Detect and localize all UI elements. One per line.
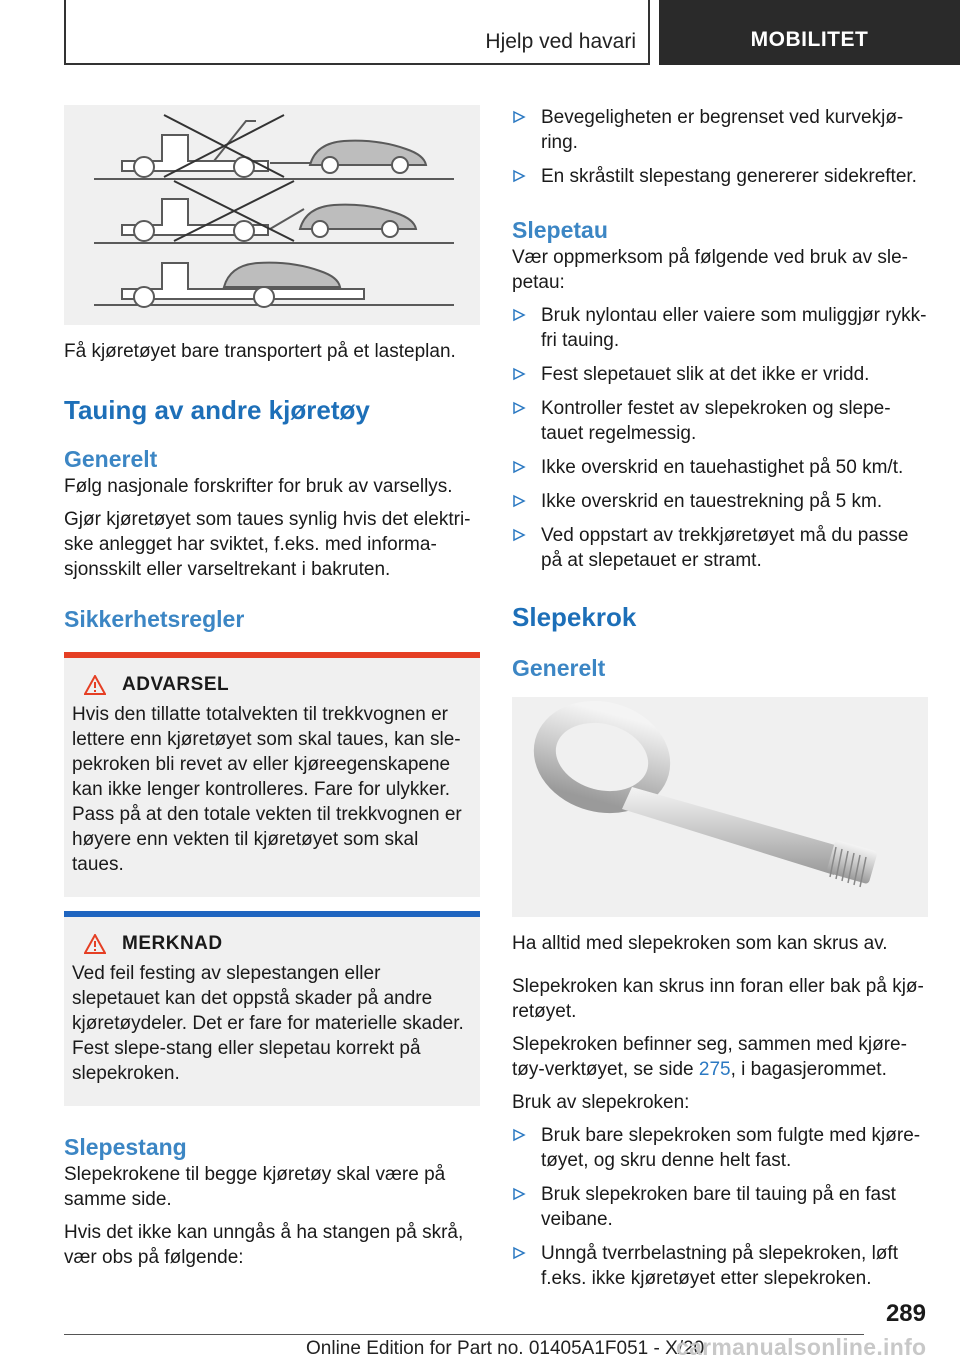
heading-towbar: Slepestang: [64, 1134, 187, 1160]
list-item: Ikke overskrid en tauestrekning på 5 km.: [512, 489, 928, 514]
towhook-image: [512, 697, 928, 917]
notice-box: [64, 917, 480, 1106]
general-paragraph-1: Følg nasjonale forskrifter for bruk av varsellys.: [64, 476, 453, 497]
bullet-triangle-icon: [512, 110, 526, 124]
left-column: [64, 105, 480, 1278]
list-item: Kontroller festet av slepekroken og slepe-tauet regelmessig.: [512, 396, 928, 446]
heading-general-hook: Generelt: [512, 655, 606, 681]
towrope-bullets: [512, 303, 928, 573]
header-section-title: Hjelp ved havari: [485, 30, 636, 53]
list-item: Bruk slepekroken bare til tauing på en fast veibane.: [512, 1182, 928, 1232]
heading-general: Generelt: [64, 446, 158, 472]
heading-towhook: Slepekrok: [512, 602, 637, 632]
hook-caption: Ha alltid med slepekroken som kan skrus av.: [512, 933, 888, 954]
list-item: En skråstilt slepestang genererer sidekrefter.: [512, 164, 928, 189]
warning-title: ADVARSEL: [122, 674, 230, 695]
heading-towrope: Slepetau: [512, 217, 608, 243]
warning-triangle-icon: [84, 675, 106, 695]
list-item: Ikke overskrid en tauehastighet på 50 km/t.: [512, 455, 928, 480]
bullet-triangle-icon: [512, 367, 526, 381]
footer-edition: Online Edition for Part no. 01405A1F051 - X/20: [306, 1338, 705, 1359]
list-item: Bruk nylontau eller vaiere som muliggjør rykk-fri tauing.: [512, 303, 928, 353]
hook-bullets: [512, 1123, 928, 1291]
towing-vehicles-illustration: [64, 105, 480, 325]
bullet-triangle-icon: [512, 460, 526, 474]
notice-triangle-icon: [84, 934, 106, 954]
watermark: carmanualsonline.info: [676, 1334, 927, 1360]
transport-illustration: [64, 105, 480, 325]
notice-title: MERKNAD: [122, 933, 223, 954]
bullet-triangle-icon: [512, 308, 526, 322]
towhook-illustration: [512, 697, 928, 917]
towbar-paragraph-1: Slepekrokene til begge kjøretøy skal være på samme side.: [64, 1164, 446, 1210]
bullet-triangle-icon: [512, 1246, 526, 1260]
list-item: Bruk bare slepekroken som fulgte med kjøre-tøyet, og skru denne helt fast.: [512, 1123, 928, 1173]
warning-text: Hvis den tillatte totalvekten til trekkvognen er lettere enn kjøretøyet som skal taues, kan sle-pekroken bli revet av eller kjøreegenskapene kan ikke lenger kontrolleres. Fare for ulykker. Pass på at den totale vekten til trekkvognen er høyere enn vekten til kjøretøyet som skal taues.: [72, 704, 462, 875]
page-reference-link[interactable]: 275: [698, 1059, 731, 1080]
towbar-paragraph-2: Hvis det ikke kan unngås å ha stangen på skrå, vær obs på følgende:: [64, 1222, 464, 1268]
warning-box: [64, 658, 480, 897]
bullet-triangle-icon: [512, 169, 526, 183]
heading-towing-others: Tauing av andre kjøretøy: [64, 395, 370, 425]
figure-caption: Få kjøretøyet bare transportert på et lasteplan.: [64, 341, 456, 362]
general-paragraph-2: Gjør kjøretøyet som taues synlig hvis det elektri-ske anlegget har sviktet, f.eks. med informa-sjonsskilt eller varseltrekant i bakruten.: [64, 509, 471, 580]
hook-paragraph-2: Slepekroken befinner seg, sammen med kjøre-tøy-verktøyet, se side 275, i bagasjerommet.: [512, 1034, 907, 1080]
bullet-triangle-icon: [512, 1128, 526, 1142]
list-item: Ved oppstart av trekkjøretøyet må du passe på at slepetauet er stramt.: [512, 523, 928, 573]
bullet-triangle-icon: [512, 1187, 526, 1201]
list-item: Unngå tverrbelastning på slepekroken, løft f.eks. ikke kjøretøyet etter slepekroken.: [512, 1241, 928, 1291]
heading-safety-rules: Sikkerhetsregler: [64, 606, 245, 632]
bullet-triangle-icon: [512, 401, 526, 415]
list-item: Bevegeligheten er begrenset ved kurvekjø-ring.: [512, 105, 928, 155]
bullet-triangle-icon: [512, 494, 526, 508]
hook-paragraph-3: Bruk av slepekroken:: [512, 1092, 690, 1113]
list-item: Fest slepetauet slik at det ikke er vridd.: [512, 362, 928, 387]
hook-paragraph-1: Slepekroken kan skrus inn foran eller bak på kjø-retøyet.: [512, 976, 924, 1022]
right-column: [512, 105, 928, 1300]
bullet-triangle-icon: [512, 528, 526, 542]
notice-text: Ved feil festing av slepestangen eller slepetauet kan det oppstå skader på andre kjøretøydeler. Det er fare for materielle skader. Fest slepe-stang eller slepetau korrekt på slepekroken.: [72, 963, 464, 1084]
header-chapter-tab: MOBILITET: [659, 0, 960, 65]
towbar-bullets: [512, 105, 928, 189]
towrope-intro: Vær oppmerksom på følgende ved bruk av sle-petau:: [512, 247, 909, 293]
page-number: 289: [885, 1300, 926, 1327]
